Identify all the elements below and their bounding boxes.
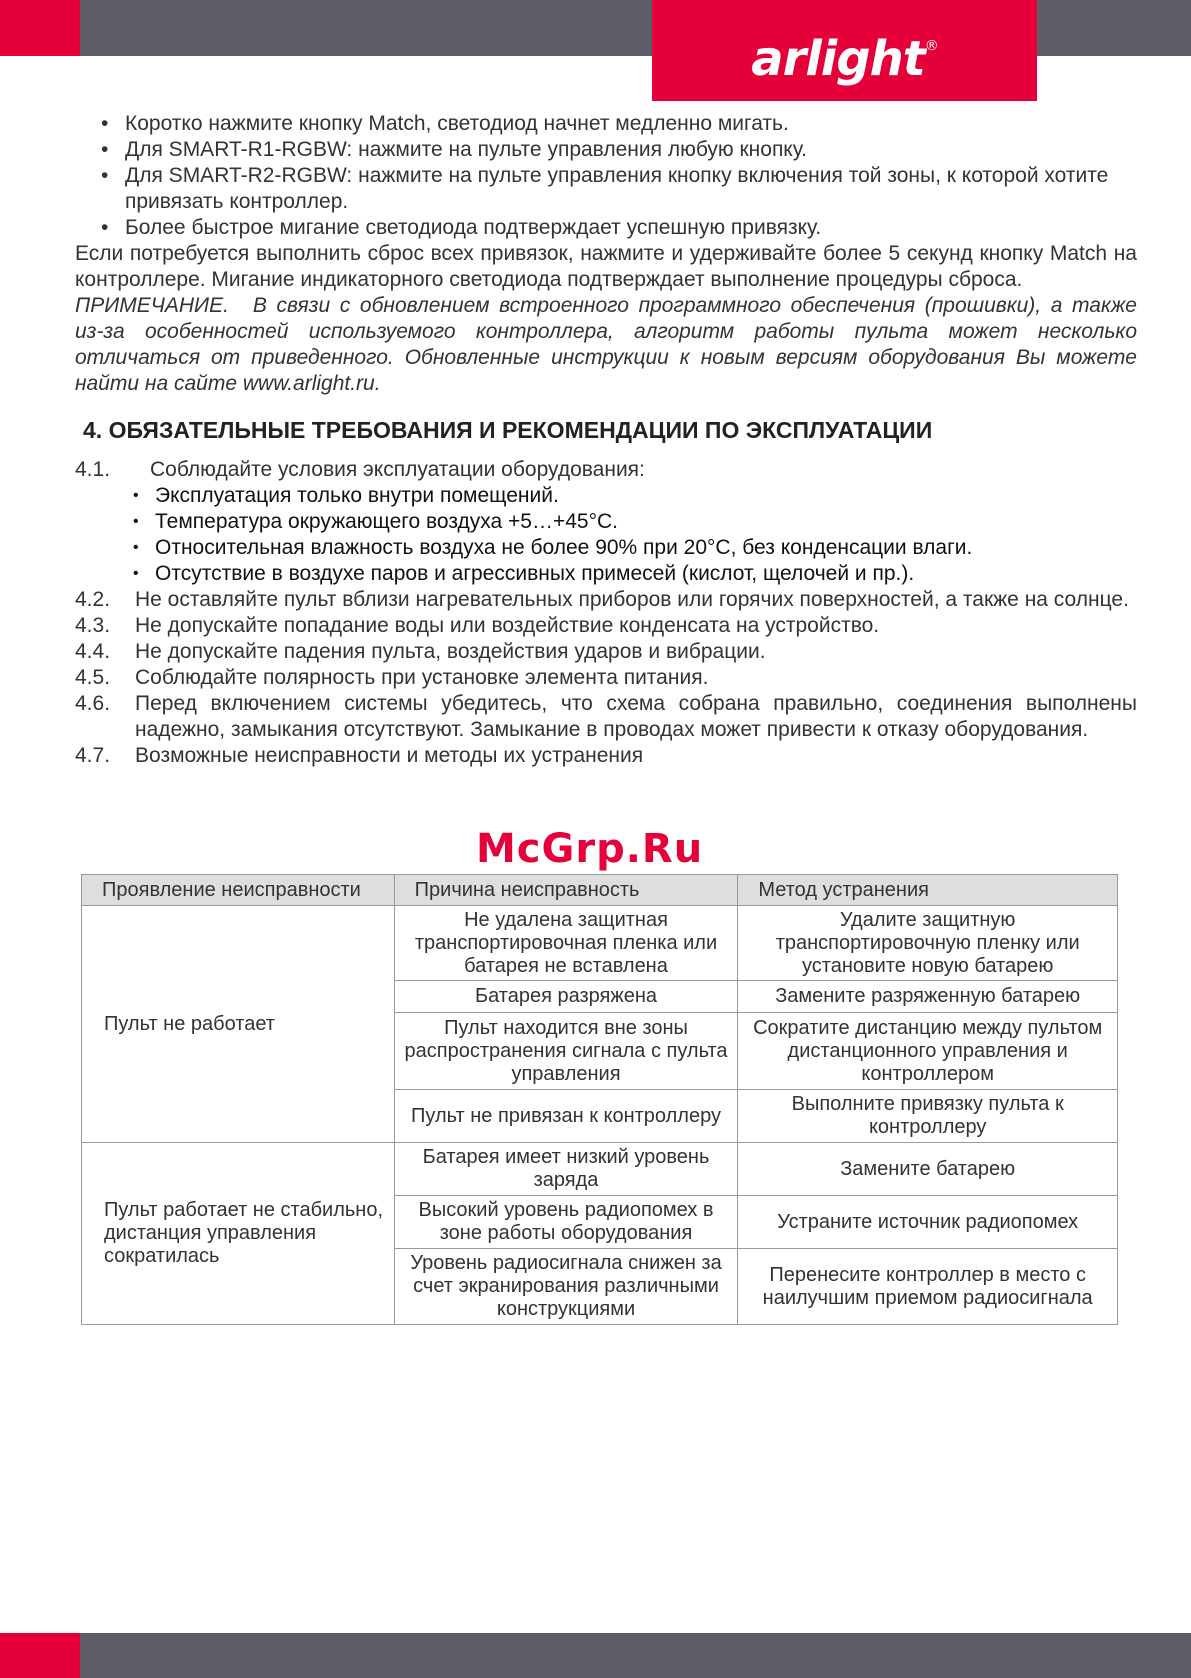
reset-paragraph: Если потребуется выполнить сброс всех привязок, нажмите и удерживайте более 5 секунд кнопку Match на контроллере. Мигание индикаторного светодиода подтверждает выполнение процедуры сброса. [75,242,1137,291]
troubleshooting-table [81,874,1118,1325]
requirement-item: 4.7. Возможные неисправности и методы их устранения [75,744,644,767]
list-item: • Температура окружающего воздуха +5…+45°С. [155,509,1137,535]
page-content [75,111,1137,769]
match-keyword: Match [1049,242,1108,265]
fix-cell: Замените разряженную батарею [738,981,1118,1013]
list-item: • Отсутствие в воздухе паров и агрессивных примесей (кислот, щелочей и пр.). [155,561,1137,587]
fix-cell: Сократите дистанцию между пультом дистанционного управления и контроллером [738,1013,1118,1090]
header-red-accent [0,0,80,56]
requirement-item: 4.3. Не допускайте попадание воды или воздействие конденсата на устройство. [75,614,880,637]
fix-cell: Замените батарею [738,1143,1118,1196]
cause-cell: Уровень радиосигнала снижен за счет экранирования различными конструкциями [394,1249,738,1325]
requirement-item: 4.1. Соблюдайте условия эксплуатации оборудования: [75,458,645,481]
footer-bar [0,1633,1191,1678]
binding-steps-list [75,111,1137,241]
conditions-list [75,483,1137,587]
logo-box [652,0,1037,101]
cause-cell: Батарея разряжена [394,981,738,1013]
list-item: • Для SMART-R2-RGBW: нажмите на пульте управления кнопку включения той зоны, к которой хотите привязать контроллер. [125,163,1137,215]
note-paragraph: ПРИМЕЧАНИЕ. В связи с обновлением встроенного программного обеспечения (прошивки), а также из-за особенностей используемого контроллера, алгоритм работы пульта может несколько отличаться от приведенного. Обновленные инструкции к новым версиям оборудования Вы можете найти на сайте www.arlight.ru. [75,294,1137,395]
fix-cell: Перенесите контроллер в место с наилучшим приемом радиосигнала [738,1249,1118,1325]
fix-cell: Удалите защитную транспортировочную пленку или установите новую батарею [738,906,1118,981]
cause-cell: Высокий уровень радиопомех в зоне работы оборудования [394,1196,738,1249]
fix-cell: Выполните привязку пульта к контроллеру [738,1090,1118,1143]
column-header: Причина неисправность [394,875,738,906]
list-item: • Для SMART-R1-RGBW: нажмите на пульте управления любую кнопку. [125,137,1137,163]
symptom-cell: Пульт не работает [82,906,395,1143]
cause-cell: Пульт находится вне зоны распространения сигнала с пульта управления [394,1013,738,1090]
list-item: • Коротко нажмите кнопку Match, светодиод начнет медленно мигать. [125,111,1137,137]
requirement-item: 4.4. Не допускайте падения пульта, воздействия ударов и вибрации. [75,640,766,663]
list-item: • Более быстрое мигание светодиода подтверждает успешную привязку. [125,215,1137,241]
cause-cell: Пульт не привязан к контроллеру [394,1090,738,1143]
table-header-row [82,875,1118,906]
cause-cell: Не удалена защитная транспортировочная пленка или батарея не вставлена [394,906,738,981]
cause-cell: Батарея имеет низкий уровень заряда [394,1143,738,1196]
column-header: Проявление неисправности [82,875,395,906]
fix-cell: Устраните источник радиопомех [738,1196,1118,1249]
column-header: Метод устранения [738,875,1118,906]
table-row [82,906,1118,981]
arlight-logo: arlight® [751,31,938,87]
match-keyword: Match [368,112,426,135]
list-item: • Относительная влажность воздуха не более 90% при 20°C, без конденсации влаги. [155,535,1137,561]
note-label: ПРИМЕЧАНИЕ. [75,294,229,317]
requirement-item: 4.6. Перед включением системы убедитесь, что схема собрана правильно, соединения выполнены надежно, замыкания отсутствуют. Замыкание в проводах может привести к отказу оборудования. [75,692,1137,741]
watermark: McGrp.Ru [476,826,704,872]
requirement-item: 4.5. Соблюдайте полярность при установке элемента питания. [75,666,709,689]
requirement-item: 4.2. Не оставляйте пульт вблизи нагревательных приборов или горячих поверхностей, а также на солнце. [75,588,1129,611]
list-item: • Эксплуатация только внутри помещений. [155,483,1137,509]
footer-red-accent [0,1633,80,1678]
section-heading: 4. ОБЯЗАТЕЛЬНЫЕ ТРЕБОВАНИЯ И РЕКОМЕНДАЦИИ ПО ЭКСПЛУАТАЦИИ [83,417,933,443]
symptom-cell: Пульт работает не стабильно, дистанция управления сократилась [82,1143,395,1325]
table-row [82,1143,1118,1196]
